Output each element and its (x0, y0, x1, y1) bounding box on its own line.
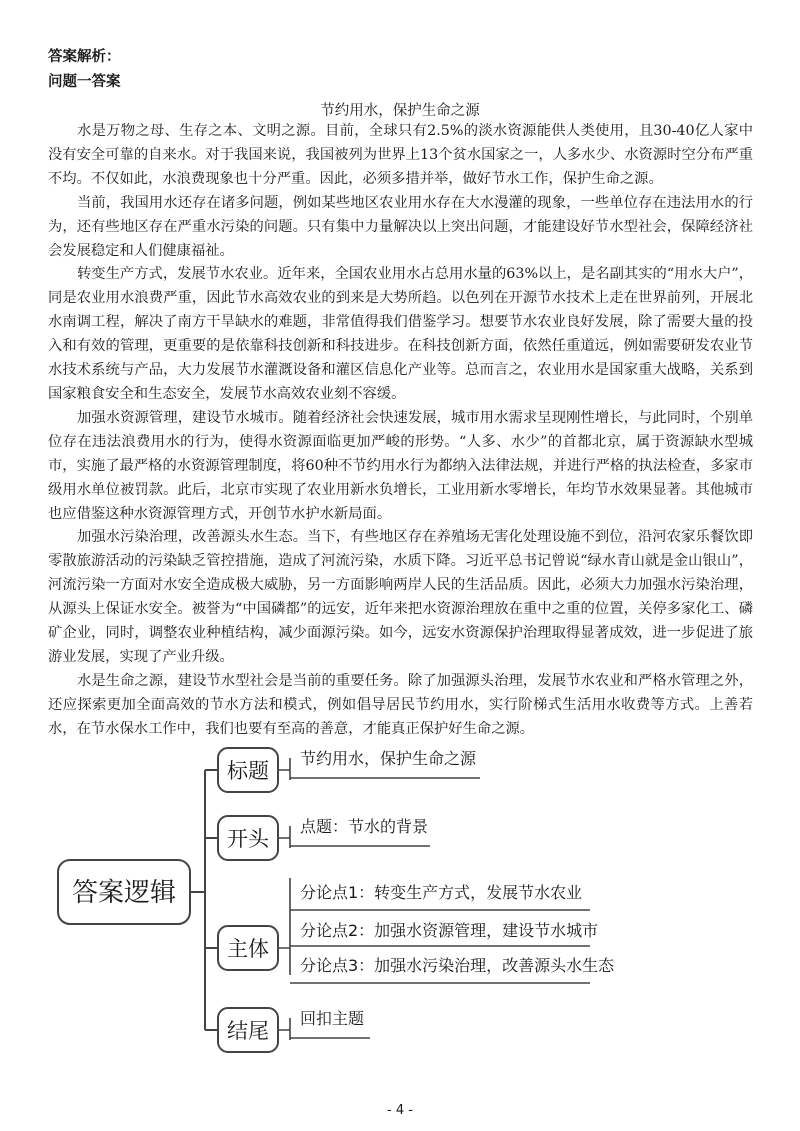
essay-paragraph: 水是生命之源，建设节水型社会是当前的重要任务。除了加强源头治理，发展节水农业和严格水管理之外，还应探索更加全面高效的节水方法和模式，例如倡导居民节约用水，实行阶梯式生活用水收费等方式。上善若水，在节水保水工作中，我们也要有至高的善意，才能真正保护好生命之源。 (48, 672, 753, 737)
essay-paragraph: 水是万物之母、生存之本、文明之源。目前，全球只有2.5%的淡水资源能供人类使用，且30-40亿人家中没有安全可靠的自来水。对于我国来说，我国被列为世界上13个贫水国家之一，人多水少、水资源时空分布严重不均。不仅如此，水浪费现象也十分严重。因此，必须多措并举，做好节水工作，保护生命之源。 (48, 123, 753, 187)
analysis-heading: 答案解析： (48, 49, 121, 65)
essay-body (48, 120, 753, 742)
mindmap-trunk (190, 770, 205, 1030)
mindmap-leaf-ending: 回扣主题 (300, 1009, 365, 1028)
mindmap-leaf-point-3: 分论点3：加强水污染治理，改善源头水生态 (300, 956, 615, 975)
essay-paragraph: 转变生产方式，发展节水农业。近年来，全国农业用水占总用水量的63%以上，是名副其实的“用水大户”，同是农业用水浪费严重，因此节水高效农业的到来是大势所趋。以色列在开源节水技术上走在世界前列，开展北水南调工程，解决了南方干旱缺水的难题，非常值得我们借鉴学习。想要节水农业良好发展，除了需要大量的投入和有效的管理，更重要的是依靠科技创新和科技进步。在科技创新方面，依然任重道远，例如需要研发农业节水技术系统与产品，大力发展节水灌溉设备和灌区信息化产业等。总而言之，农业用水是国家重大战略，关系到国家粮食安全和生态安全，发展节水高效农业刻不容缓。 (48, 266, 753, 402)
essay-paragraph: 当前，我国用水还存在诸多问题，例如某些地区农业用水存在大水漫灌的现象，一些单位存在违法用水的行为，还有些地区存在严重水污染的问题。只有集中力量解决以上突出问题，才能建设好节水型社会，保障经济社会发展稳定和人们健康福祉。 (48, 194, 753, 259)
mindmap-leaf-connector (278, 826, 290, 848)
mindmap-branch-body: 主体 (227, 937, 269, 961)
page-number: - 4 - (387, 1103, 413, 1118)
mindmap-root-label: 答案逻辑 (71, 878, 177, 908)
mindmap-leaf-opening: 点题：节水的背景 (300, 817, 429, 836)
essay-title: 节约用水，保护生命之源 (320, 103, 480, 119)
mindmap-leaf-connector (278, 878, 290, 975)
mindmap-branch-title: 标题 (227, 759, 269, 783)
mindmap (0, 730, 800, 1070)
mindmap-leaf-title: 节约用水，保护生命之源 (300, 749, 477, 768)
mindmap-branch-opening: 开头 (227, 827, 269, 851)
mindmap-leaf-connector (278, 1018, 290, 1040)
mindmap-leaf-connector (278, 758, 290, 780)
question-heading: 问题一答案 (48, 74, 121, 90)
essay-paragraph: 加强水资源管理，建设节水城市。随着经济社会快速发展，城市用水需求呈现刚性增长，与此同时，个别单位存在违法浪费用水的行为，使得水资源面临更加严峻的形势。“人多、水少”的首都北京，属于资源缺水型城市，实施了最严格的水资源管理制度，将60种不节约用水行为都纳入法律法规，并进行严格的执法检查，多家市级用水单位被罚款。此后，北京市实现了农业用新水负增长，工业用新水零增长，年均节水效果显著。其他城市也应借鉴这种水资源管理方式，开创节水护水新局面。 (48, 409, 753, 522)
mindmap-leaf-point-1: 分论点1：转变生产方式，发展节水农业 (300, 883, 583, 902)
mindmap-branch-connectors (205, 770, 218, 1030)
essay-paragraph: 加强水污染治理，改善源头水生态。当下，有些地区存在养殖场无害化处理设施不到位，沿河农家乐餐饮即零散旅游活动的污染缺乏管控措施，造成了河流污染，水质下降。习近平总书记曾说“绿水青山就是金山银山”，河流污染一方面对水安全造成极大威胁，另一方面影响两岸人民的生活品质。因此，必须大力加强水污染治理，从源头上保证水安全。被誉为“中国磷都”的远安，近年来把水资源治理放在重中之重的位置，关停多家化工、磷矿企业，同时，调整农业种植结构，减少面源污染。如今，远安水资源保护治理取得显著成效，进一步促进了旅游业发展，实现了产业升级。 (48, 529, 753, 665)
mindmap-branch-ending: 结尾 (227, 1019, 269, 1043)
mindmap-leaf-point-2: 分论点2：加强水资源管理，建设节水城市 (300, 921, 599, 940)
